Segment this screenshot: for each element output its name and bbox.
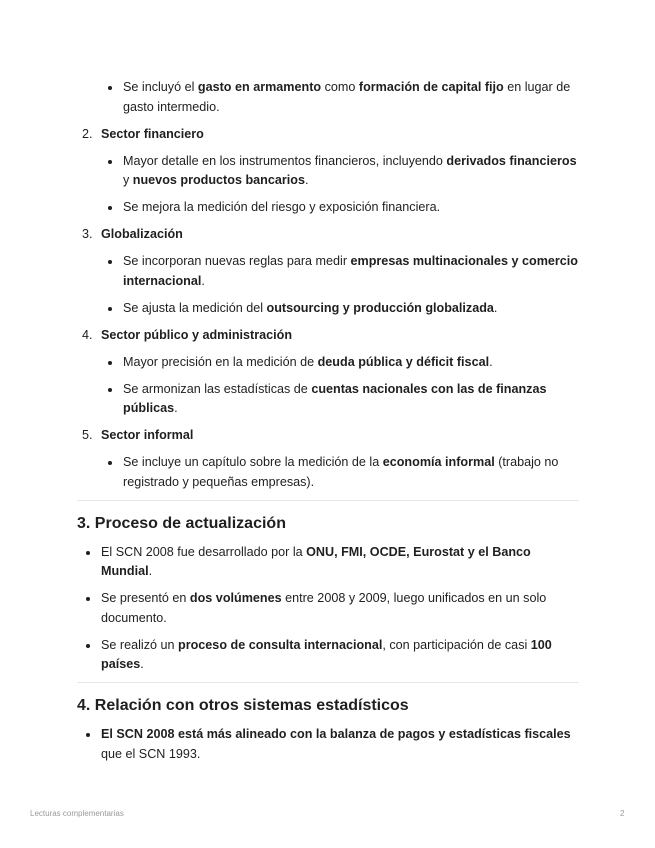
list-item: Se incorporan nuevas reglas para medir empresas multinacionales y comercio internacional.	[99, 252, 579, 291]
section-divider	[77, 500, 579, 501]
document-content	[77, 78, 579, 772]
bullet-dot	[108, 307, 112, 311]
list-item: Se realizó un proceso de consulta internacional, con participación de casi 100 países.	[77, 636, 579, 675]
numbered-item-sector-publico: 4. Sector público y administración	[82, 327, 293, 342]
list-item: Se incluyó el gasto en armamento como formación de capital fijo en lugar de gasto intermedio.	[99, 78, 579, 117]
list-item: Mayor detalle en los instrumentos financieros, incluyendo derivados financieros y nuevos productos bancarios.	[99, 152, 579, 191]
bullet-dot	[108, 86, 112, 90]
bullet-dot	[108, 206, 112, 210]
footer-label: Lecturas complementarias	[30, 809, 124, 818]
bullet-dot	[108, 260, 112, 264]
numbered-item-sector-financiero: 2. Sector financiero	[82, 126, 204, 141]
section-heading-relacion: 4. Relación con otros sistemas estadísticos	[77, 697, 409, 714]
bullet-dot	[86, 551, 90, 555]
bullet-dot	[108, 361, 112, 365]
bullet-dot	[108, 388, 112, 392]
bullet-dot	[108, 160, 112, 164]
section-heading-proceso: 3. Proceso de actualización	[77, 514, 286, 532]
list-item: Se incluye un capítulo sobre la medición de la economía informal (trabajo no registrado y pequeñas empresas).	[99, 453, 579, 492]
list-item: Se ajusta la medición del outsourcing y producción globalizada.	[99, 299, 579, 319]
list-item: Se mejora la medición del riesgo y exposición financiera.	[99, 198, 579, 218]
bullet-dot	[108, 461, 112, 465]
bullet-dot	[86, 644, 90, 648]
bullet-dot	[86, 733, 90, 737]
page-number: 2	[620, 809, 625, 818]
list-item: El SCN 2008 fue desarrollado por la ONU, FMI, OCDE, Eurostat y el Banco Mundial.	[77, 543, 579, 582]
list-item: Mayor precisión en la medición de deuda pública y déficit fiscal.	[99, 353, 579, 373]
list-item: Se armonizan las estadísticas de cuentas nacionales con las de finanzas públicas.	[99, 380, 579, 419]
list-item: El SCN 2008 está más alineado con la balanza de pagos y estadísticas fiscales que el SCN 1993.	[77, 725, 579, 764]
list-item: Se presentó en dos volúmenes entre 2008 y 2009, luego unificados en un solo documento.	[77, 589, 579, 628]
section-divider	[77, 682, 579, 683]
numbered-item-globalizacion: 3. Globalización	[82, 227, 183, 241]
bullet-dot	[86, 597, 90, 601]
numbered-item-sector-informal: 5. Sector informal	[82, 428, 194, 442]
